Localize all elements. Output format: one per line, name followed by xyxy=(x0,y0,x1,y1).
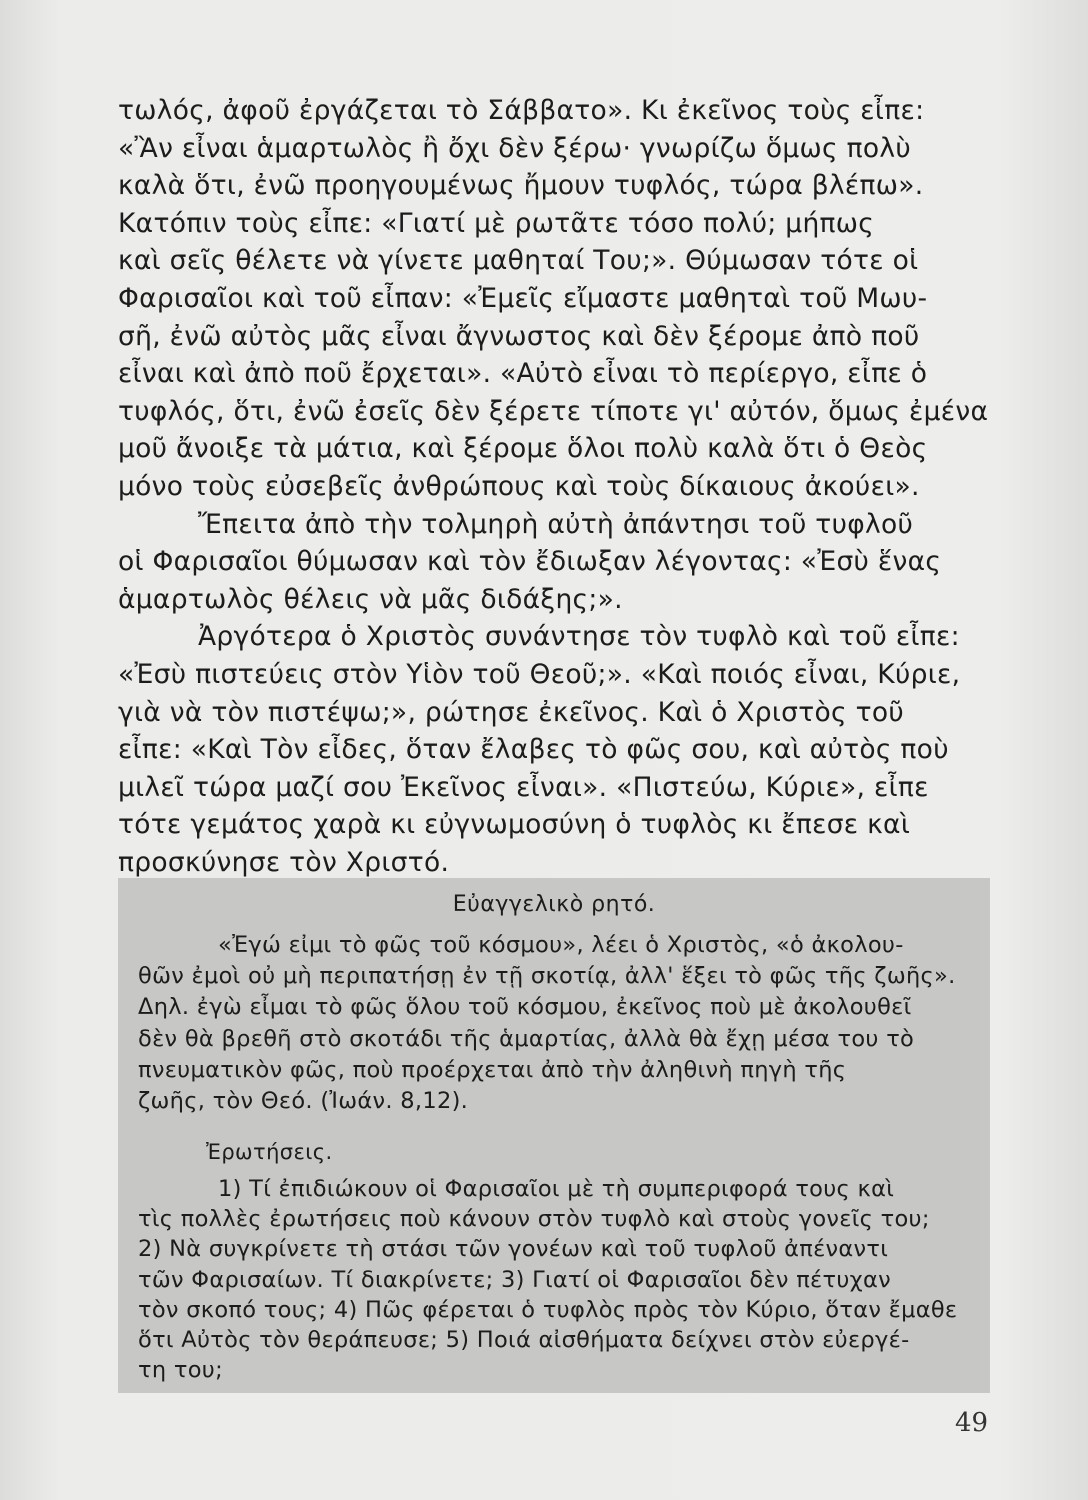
text-line: Ἀργότερα ὁ Χριστὸς συνάντησε τὸν τυφλὸ καὶ τοῦ εἶπε: xyxy=(198,621,960,653)
text-line: Φαρισαῖοι καὶ τοῦ εἶπαν: «Ἐμεῖς εἴμαστε μαθηταὶ τοῦ Μωυ- xyxy=(118,282,928,314)
questions-heading: Ἐρωτήσεις. xyxy=(206,1140,333,1164)
text-line: μόνο τοὺς εὐσεβεῖς ἀνθρώπους καὶ τοὺς δίκαιους ἀκούει». xyxy=(118,470,920,502)
text-line: ἁμαρτωλὸς θέλεις νὰ μᾶς διδάξης;». xyxy=(118,583,623,615)
text-line: Ἔπειτα ἀπὸ τὴν τολμηρὴ αὐτὴ ἀπάντησι τοῦ τυφλοῦ xyxy=(198,508,914,540)
text-line: τότε γεμάτος χαρὰ κι εὐγνωμοσύνη ὁ τυφλὸς κι ἔπεσε καὶ xyxy=(118,809,911,841)
text-line: προσκύνησε τὸν Χριστό. xyxy=(118,846,450,878)
question-line: τὸν σκοπό τους; 4) Πῶς φέρεται ὁ τυφλὸς πρὸς τὸν Κύριο, ὅταν ἔμαθε xyxy=(138,1296,958,1323)
question-line: τῶν Φαρισαίων. Τί διακρίνετε; 3) Γιατί οἱ Φαρισαῖοι δὲν πέτυχαν xyxy=(138,1266,891,1293)
quote-line: θῶν ἐμοὶ οὐ μὴ περιπατήσῃ ἐν τῇ σκοτίᾳ, ἀλλ' ἕξει τὸ φῶς τῆς ζωῆς». xyxy=(138,963,956,990)
question-line: ὅτι Αὐτὸς τὸν θεράπευσε; 5) Ποιά αἰσθήματα δείχνει στὸν εὐεργέ- xyxy=(138,1327,910,1354)
text-line: «Ἐσὺ πιστεύεις στὸν Υἱὸν τοῦ Θεοῦ;». «Καὶ ποιός εἶναι, Κύριε, xyxy=(118,658,961,690)
text-line: Κατόπιν τοὺς εἶπε: «Γιατί μὲ ρωτᾶτε τόσο πολύ; μήπως xyxy=(118,207,875,239)
text-line: καλὰ ὅτι, ἐνῶ προηγουμένως ἤμουν τυφλός, τώρα βλέπω». xyxy=(118,170,924,202)
text-line: μιλεῖ τώρα μαζί σου Ἐκεῖνος εἶναι». «Πιστεύω, Κύριε», εἶπε xyxy=(118,771,929,803)
text-line: εἶναι καὶ ἀπὸ ποῦ ἔρχεται». «Αὐτὸ εἶναι τὸ περίεργο, εἶπε ὁ xyxy=(118,358,928,390)
quote-line: δὲν θὰ βρεθῆ στὸ σκοτάδι τῆς ἁμαρτίας, ἀλλὰ θὰ ἔχῃ μέσα του τὸ xyxy=(138,1025,915,1052)
question-line: τη του; xyxy=(138,1357,223,1384)
text-line: καὶ σεῖς θέλετε νὰ γίνετε μαθηταί Του;». Θύμωσαν τότε οἱ xyxy=(118,245,919,277)
text-line: σῆ, ἐνῶ αὐτὸς μᾶς εἶναι ἄγνωστος καὶ δὲν ξέρομε ἀπὸ ποῦ xyxy=(118,320,920,352)
page-number: 49 xyxy=(955,1408,989,1438)
questions-container xyxy=(118,0,990,1500)
text-line: γιὰ νὰ τὸν πιστέψω;», ρώτησε ἐκεῖνος. Καὶ ὁ Χριστὸς τοῦ xyxy=(118,696,904,728)
text-line: εἶπε: «Καὶ Τὸν εἶδες, ὅταν ἔλαβες τὸ φῶς σου, καὶ αὐτὸς ποὺ xyxy=(118,734,949,766)
text-line: οἱ Φαρισαῖοι θύμωσαν καὶ τὸν ἔδιωξαν λέγοντας: «Ἐσὺ ἕνας xyxy=(118,546,942,578)
text-line: μοῦ ἄνοιξε τὰ μάτια, καὶ ξέρομε ὅλοι πολὺ καλὰ ὅτι ὁ Θεὸς xyxy=(118,433,928,465)
questions-list xyxy=(138,1174,984,1385)
question-line: τὶς πολλὲς ἐρωτήσεις ποὺ κάνουν στὸν τυφλὸ καὶ στοὺς γονεῖς του; xyxy=(138,1206,930,1233)
quote-line: ζωῆς, τὸν Θεό. (Ἰωάν. 8,12). xyxy=(138,1088,469,1115)
box-title: Εὐαγγελικὸ ρητό. xyxy=(452,892,656,917)
quote-line: πνευματικὸν φῶς, ποὺ προέρχεται ἀπὸ τὴν ἀληθινὴ πηγὴ τῆς xyxy=(138,1056,847,1083)
text-line: τωλός, ἀφοῦ ἐργάζεται τὸ Σάββατο». Κι ἐκεῖνος τοὺς εἶπε: xyxy=(118,95,925,126)
quote-line: Δηλ. ἐγὼ εἶμαι τὸ φῶς ὅλου τοῦ κόσμου, ἐκεῖνος ποὺ μὲ ἀκολουθεῖ xyxy=(138,994,912,1021)
question-line: 2) Νὰ συγκρίνετε τὴ στάσι τῶν γονέων καὶ τοῦ τυφλοῦ ἀπέναντι xyxy=(138,1236,889,1263)
question-line: 1) Τί ἐπιδιώκουν οἱ Φαρισαῖοι μὲ τὴ συμπεριφορά τους καὶ xyxy=(218,1176,895,1202)
quote-line: «Ἐγώ εἰμι τὸ φῶς τοῦ κόσμου», λέει ὁ Χριστὸς, «ὁ ἀκολου- xyxy=(218,932,904,958)
text-line: τυφλός, ὅτι, ἐνῶ ἐσεῖς δὲν ξέρετε τίποτε γι' αὐτόν, ὅμως ἐμένα xyxy=(118,395,989,427)
text-line: «Ἂν εἶναι ἁμαρτωλὸς ἢ ὄχι δὲν ξέρω· γνωρίζω ὅμως πολὺ xyxy=(118,132,911,164)
